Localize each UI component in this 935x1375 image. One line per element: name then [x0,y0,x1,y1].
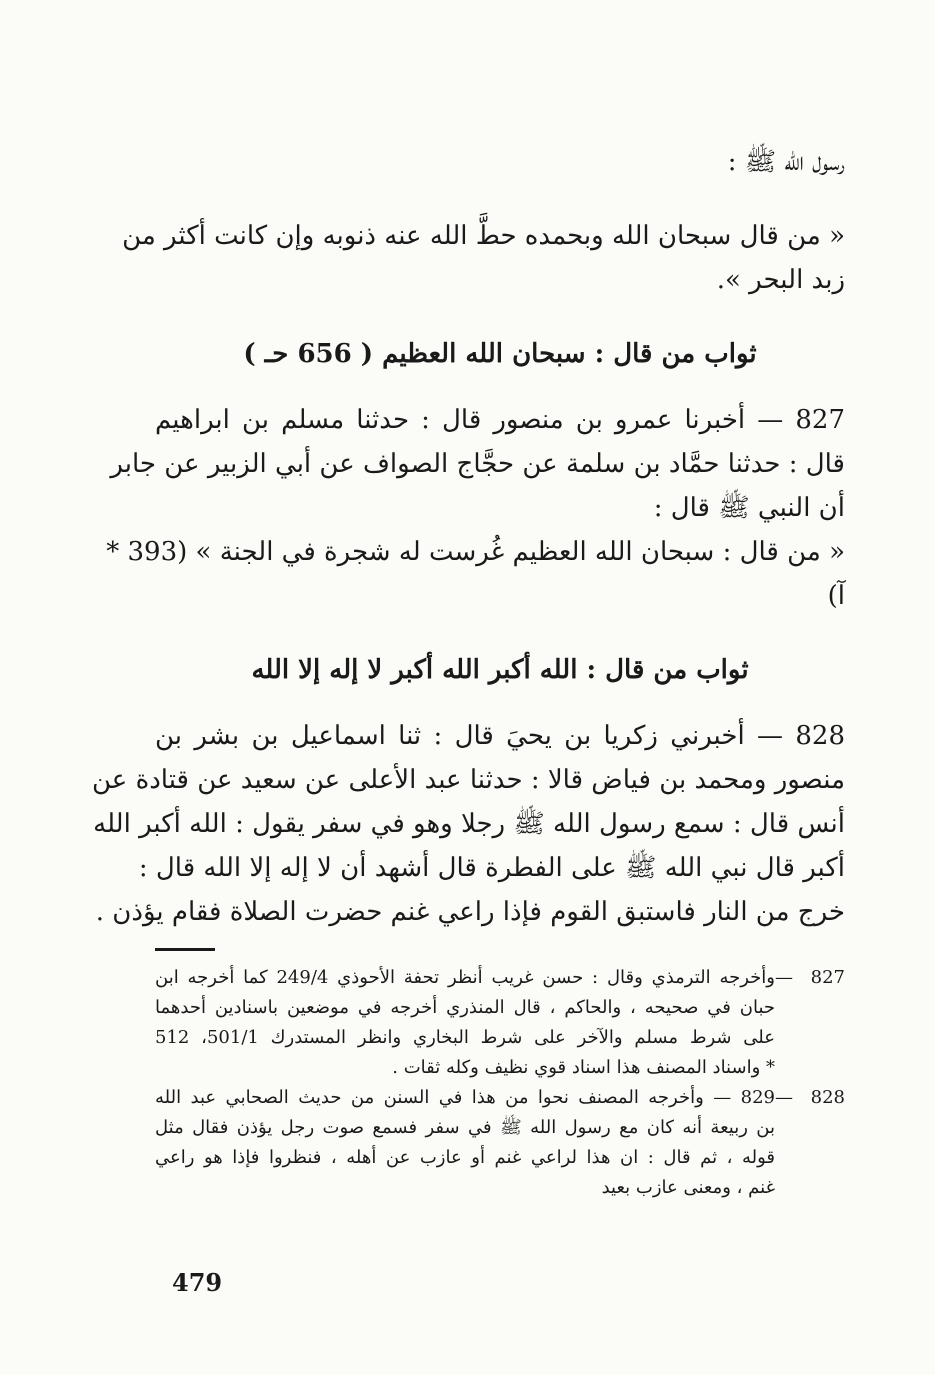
section-2-line-1: 828 — أخبرني زكريا بن يحيَ قال : ثنا اسماعيل بن بشر بن [155,721,845,751]
page-number: 479 [172,1268,223,1297]
section-1-line-1: 827 — أخبرنا عمرو بن منصور قال : حدثنا مسلم بن ابراهيم [155,405,845,435]
footnote-828-line-1 [155,1083,845,1113]
footnote-828-line-3: قوله ، ثم قال : ان هذا لراعي غنم أو عازب عن أهله ، فنظروا فإذا هو راعي [155,1147,775,1168]
spacer [155,376,845,398]
section-2-line-4: أكبر قال نبي الله ﷺ على الفطرة قال أشهد أن لا إله إلا الله قال : [138,853,845,883]
footnote-827-text-1: وأخرجه الترمذي وقال : حسن غريب أنظر تحفة الأحوذي 249/4 كما أخرجه ابن [155,967,775,988]
footnote-827-line-3: على شرط مسلم والآخر على شرط البخاري وانظر المستدرك 501/1، 512 [155,1027,776,1048]
spacer [155,618,845,648]
section-1-line-2: قال : حدثنا حمَّاد بن سلمة عن حجَّاج الصواف عن أبي الزبير عن جابر [110,449,845,479]
spacer [155,692,845,714]
footnote-828-number: 828 — [775,1087,845,1108]
section-2-line-5: خرج من النار فاستبق القوم فإذا راعي غنم حضرت الصلاة فقام يؤذن . [95,897,845,927]
section-2-line-3: أنس قال : سمع رسول الله ﷺ رجلا وهو في سفر يقول : الله أكبر الله [93,809,845,839]
section-2-heading: ثواب من قال : الله أكبر الله أكبر لا إله إلا الله [251,655,749,685]
page-body [92,140,845,1203]
section-1-heading: ثواب من قال : سبحان الله العظيم ( 656 حـ ) [243,339,757,369]
intro-line-3: زبد البحر ». [716,265,845,295]
footnote-827-line-1 [155,963,845,993]
section-2-line-2: منصور ومحمد بن فياض قالا : حدثنا عبد الأعلى عن سعيد عن قتادة عن [92,765,845,795]
footnote-827-line-4: * واسناد المصنف هذا اسناد قوي نظيف وكله ثقات . [392,1057,775,1078]
spacer [155,302,845,332]
footnote-828-text-1: 829 — وأخرجه المصنف نحوا من هذا في السنن من حديث الصحابي عبد الله [155,1087,775,1108]
spacer [155,951,845,963]
section-1-line-3: أن النبي ﷺ قال : [653,493,845,523]
footnote-828-line-2: بن ربيعة أنه كان مع رسول الله ﷺ في سفر فسمع صوت رجل يؤذن فقال مثل [155,1117,775,1138]
spacer [155,934,845,948]
intro-line-1: رسول الله ﷺ : [727,147,845,177]
spacer [155,184,845,214]
footnote-827-line-2: حبان في صحيحه ، والحاكم ، قال المنذري أخرجه في موضعين باسنادين أحدهما [155,997,775,1018]
section-1-line-5: آ) [827,581,845,611]
footnote-827 [155,963,845,1083]
footnote-827-number: 827 — [775,967,845,988]
footnote-828-line-4: غنم ، ومعنى عازب بعيد [601,1177,775,1198]
section-1-line-4: « من قال : سبحان الله العظيم غُرست له شجرة في الجنة » (393 * [106,537,845,567]
footnote-828 [155,1083,845,1203]
intro-line-2: « من قال سبحان الله وبحمده حطَّ الله عنه ذنوبه وإن كانت أكثر من [122,221,845,251]
